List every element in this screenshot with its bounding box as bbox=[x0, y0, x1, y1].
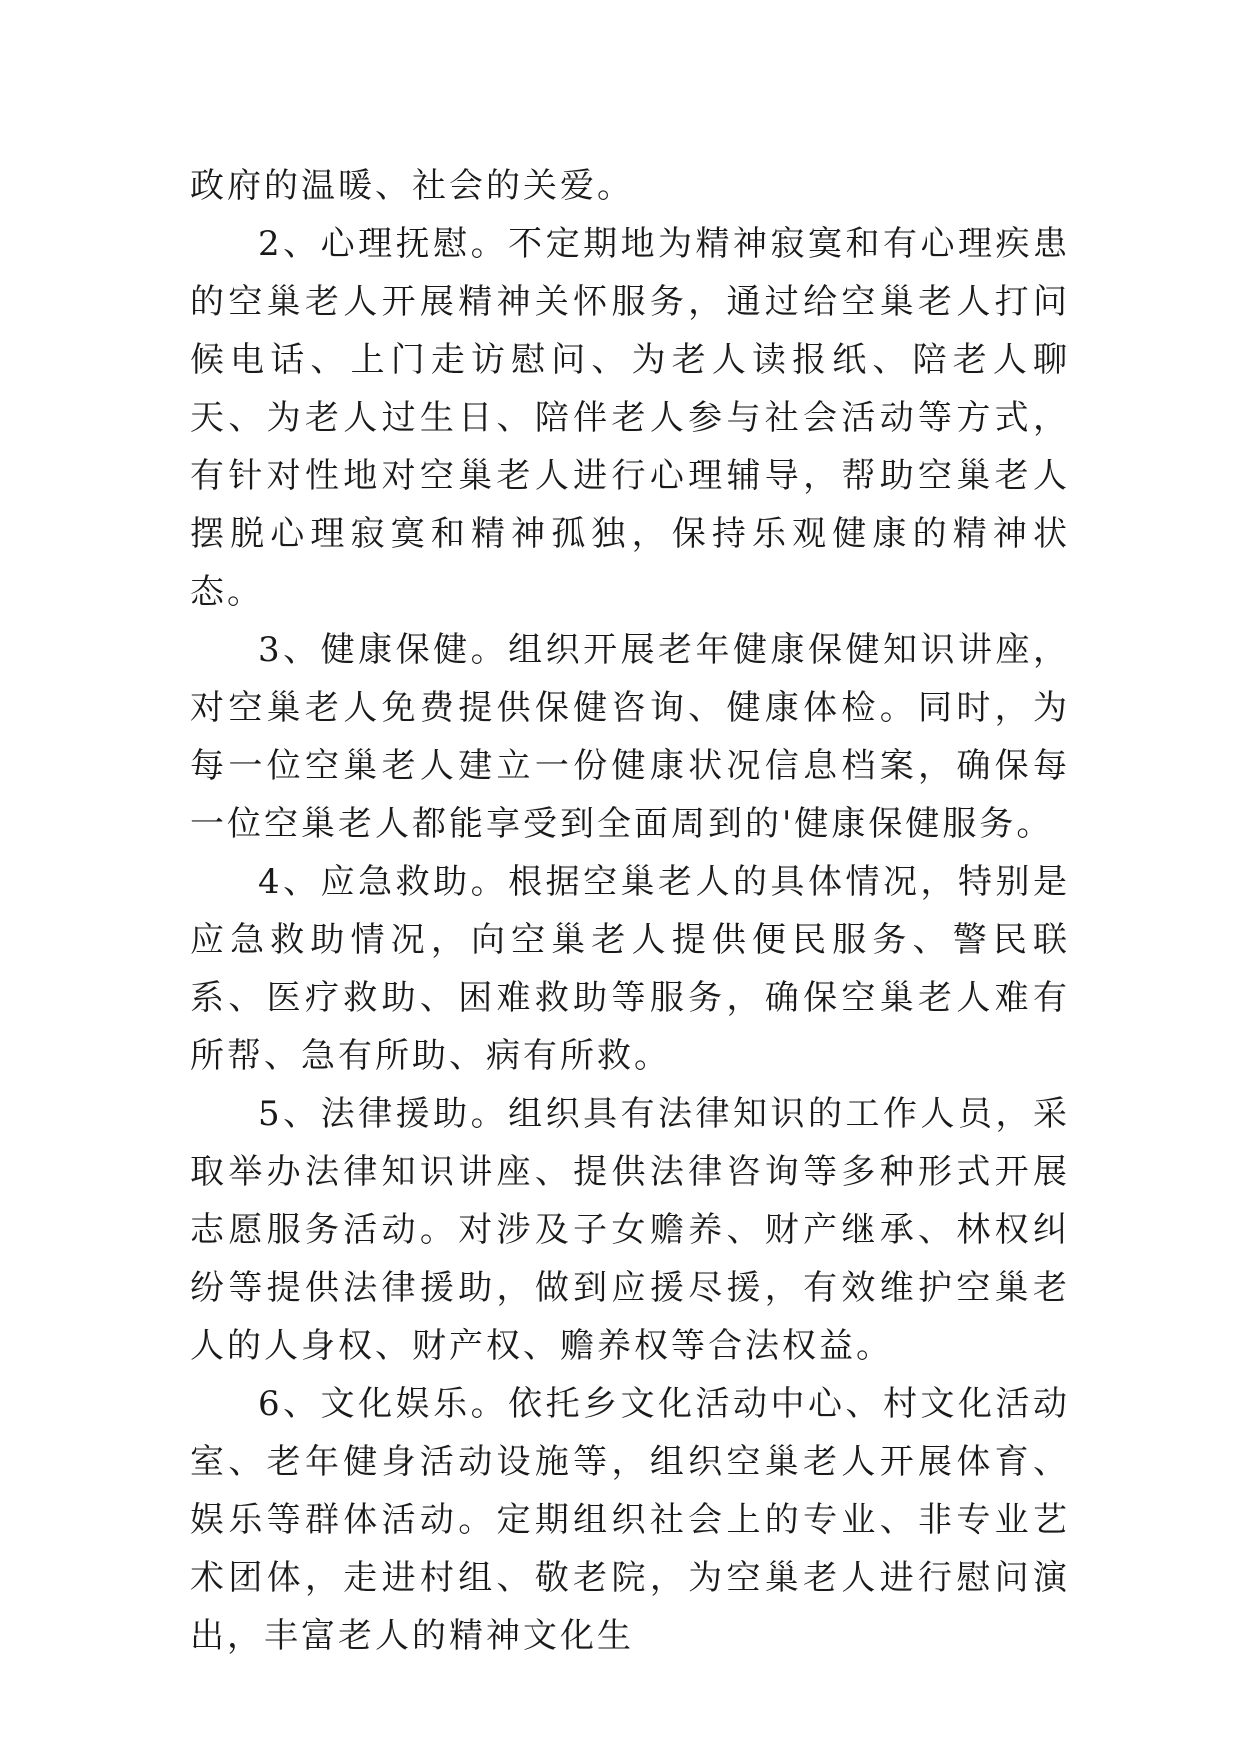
document-body bbox=[190, 157, 1070, 1665]
paragraph-legal-aid: 5、法律援助。组织具有法律知识的工作人员，采取举办法律知识讲座、提供法律咨询等多种形式开展志愿服务活动。对涉及子女赡养、财产继承、林权纠纷等提供法律援助，做到应援尽援，有效维护空巢老人的人身权、财产权、赡养权等合法权益。 bbox=[190, 1094, 1070, 1366]
paragraph-continuation: 政府的温暖、社会的关爱。 bbox=[190, 166, 634, 206]
paragraph-emergency-assistance: 4、应急救助。根据空巢老人的具体情况，特别是应急救助情况，向空巢老人提供便民服务、警民联系、医疗救助、困难救助等服务，确保空巢老人难有所帮、急有所助、病有所救。 bbox=[190, 862, 1070, 1076]
paragraph-psychological-comfort: 2、心理抚慰。不定期地为精神寂寞和有心理疾患的空巢老人开展精神关怀服务，通过给空巢老人打问候电话、上门走访慰问、为老人读报纸、陪老人聊天、为老人过生日、陪伴老人参与社会活动等方式，有针对性地对空巢老人进行心理辅导，帮助空巢老人摆脱心理寂寞和精神孤独，保持乐观健康的精神状态。 bbox=[190, 224, 1070, 612]
paragraph-health-care: 3、健康保健。组织开展老年健康保健知识讲座，对空巢老人免费提供保健咨询、健康体检。同时，为每一位空巢老人建立一份健康状况信息档案，确保每一位空巢老人都能享受到全面周到的'健康保健服务。 bbox=[190, 630, 1070, 844]
paragraph-cultural-entertainment: 6、文化娱乐。依托乡文化活动中心、村文化活动室、老年健身活动设施等，组织空巢老人开展体育、娱乐等群体活动。定期组织社会上的专业、非专业艺术团体，走进村组、敬老院，为空巢老人进行慰问演出，丰富老人的精神文化生 bbox=[190, 1384, 1070, 1656]
